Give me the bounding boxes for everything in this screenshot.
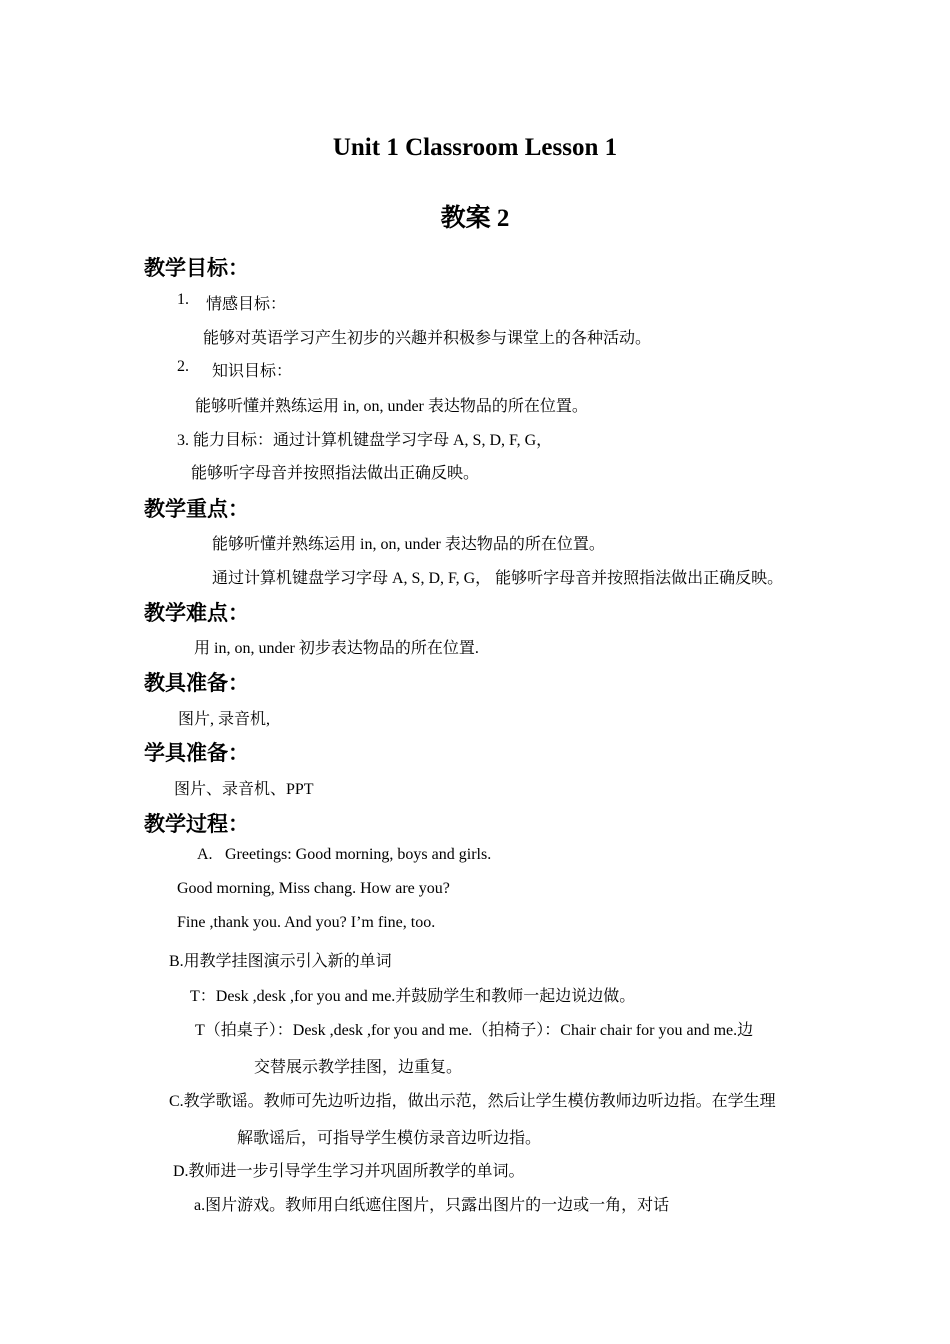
process-d-line: D.教师进一步引导学生学习并巩固所教学的单词。 — [173, 1163, 525, 1180]
key-point-1: 能够听懂并熟练运用 in, on, under 表达物品的所在位置。 — [212, 536, 605, 553]
process-d-line-2: a.图片游戏。教师用白纸遮住图片，只露出图片的一边或一角，对话 — [194, 1197, 670, 1214]
process-a-line-3: Fine ,thank you. And you? I’m fine, too. — [177, 914, 436, 931]
objective-2-number: 2. — [177, 358, 189, 375]
teacher-tools-text: 图片, 录音机, — [178, 711, 271, 728]
objective-1-number: 1. — [177, 291, 189, 308]
process-b-line-3: T（拍桌子）：Desk ,desk ,for you and me.（拍椅子）：Chair chair for you and me.边 — [195, 1022, 754, 1039]
process-c-line: C.教学歌谣。教师可先边听边指，做出示范，然后让学生模仿教师边听边指。在学生理 — [169, 1093, 776, 1110]
objective-1-text: 能够对英语学习产生初步的兴趣并积极参与课堂上的各种活动。 — [203, 330, 652, 347]
teacher-tools-heading: 教具准备： — [144, 671, 249, 695]
process-b-line-2: T：Desk ,desk ,for you and me.并鼓励学生和教师一起边说边做。 — [190, 988, 636, 1005]
process-a-line: Greetings: Good morning, boys and girls. — [225, 846, 492, 863]
difficulties-heading: 教学难点： — [144, 601, 249, 625]
process-b-line: B.用教学挂图演示引入新的单词 — [169, 953, 392, 970]
process-b-line-4: 交替展示教学挂图，边重复。 — [254, 1059, 463, 1076]
process-c-line-2: 解歌谣后，可指导学生模仿录音边听边指。 — [237, 1130, 542, 1147]
student-tools-text: 图片、录音机、PPT — [174, 781, 314, 798]
objective-1-label: 情感目标： — [206, 296, 287, 313]
objectives-heading: 教学目标： — [144, 256, 249, 280]
objective-3-text: 能够听字母音并按照指法做出正确反映。 — [191, 465, 480, 482]
process-a-line-2: Good morning, Miss chang. How are you? — [177, 880, 450, 897]
process-heading: 教学过程： — [144, 812, 249, 836]
key-points-heading: 教学重点： — [144, 497, 249, 521]
objective-2-label: 知识目标： — [212, 363, 293, 380]
student-tools-heading: 学具准备： — [144, 741, 249, 765]
objective-2-text: 能够听懂并熟练运用 in, on, under 表达物品的所在位置。 — [195, 398, 588, 415]
document-title: Unit 1 Classroom Lesson 1 — [332, 134, 618, 161]
document-subtitle: 教案 2 — [440, 205, 510, 232]
objective-3-line: 3. 能力目标：通过计算机键盘学习字母 A, S, D, F, G， — [177, 432, 553, 449]
process-a-marker: A. — [197, 846, 213, 863]
key-point-2: 通过计算机键盘学习字母 A, S, D, F, G， 能够听字母音并按照指法做出正确反映。 — [212, 570, 784, 587]
difficulty-1: 用 in, on, under 初步表达物品的所在位置. — [194, 640, 479, 657]
